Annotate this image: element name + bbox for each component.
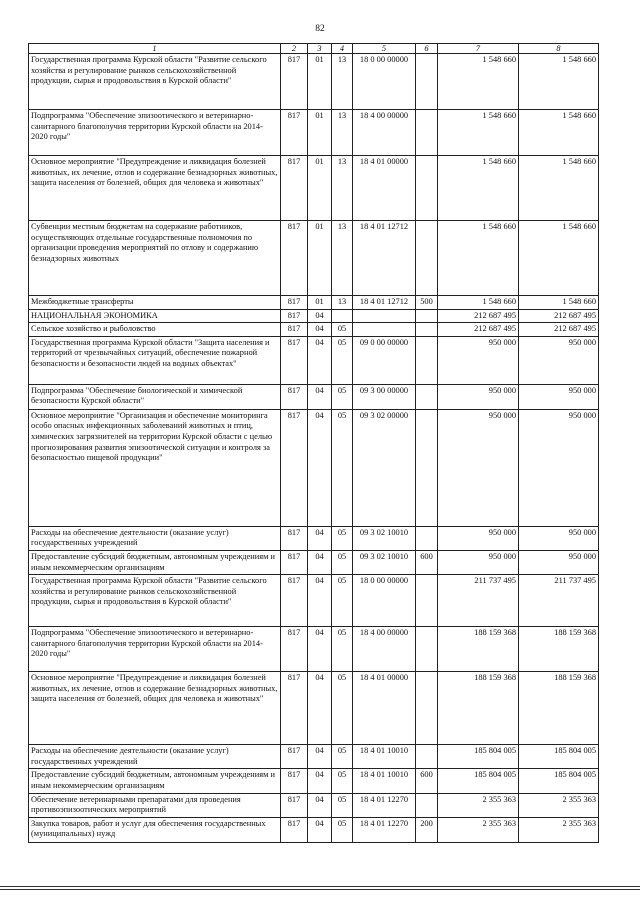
table-row [29, 384, 599, 409]
cell-vr [416, 793, 438, 817]
cell-pr: 05 [332, 526, 353, 550]
page-number: 82 [315, 24, 325, 34]
cell-rz: 04 [308, 336, 332, 384]
cell-sum-2: 1 548 660 [519, 110, 599, 156]
cell-rz: 04 [308, 309, 332, 323]
cell-name: Подпрограмма "Обеспечение эпизоотического и ветеринарно-санитарного благополучия территории Курской области на 2014-2020 годы" [29, 110, 281, 156]
cell-vr [416, 336, 438, 384]
cell-rz: 04 [308, 627, 332, 672]
budget-table [28, 43, 599, 843]
cell-pr: 05 [332, 550, 353, 574]
cell-rz: 04 [308, 384, 332, 409]
cell-vr [416, 156, 438, 221]
cell-sum-1: 1 548 660 [438, 156, 519, 221]
cell-pr: 05 [332, 745, 353, 769]
cell-sum-2: 211 737 495 [519, 575, 599, 627]
cell-pr: 05 [332, 627, 353, 672]
cell-pr: 05 [332, 769, 353, 793]
cell-csr: 18 4 01 00000 [353, 156, 416, 221]
bottom-rule [0, 889, 640, 890]
table-row [29, 575, 599, 627]
cell-rz: 01 [308, 296, 332, 310]
header-cell: 6 [416, 44, 438, 54]
cell-pr: 05 [332, 793, 353, 817]
cell-gr: 817 [281, 336, 308, 384]
table-row [29, 550, 599, 574]
cell-sum-1: 1 548 660 [438, 296, 519, 310]
cell-sum-2: 950 000 [519, 409, 599, 526]
cell-name: Основное мероприятие "Предупреждение и ликвидация болезней животных, их лечение, отлов и содержание безнадзорных животных, защита населения от болезней, общих для человека и животных" [29, 156, 281, 221]
cell-sum-2: 212 687 495 [519, 309, 599, 323]
cell-rz: 04 [308, 550, 332, 574]
table-body [29, 54, 599, 843]
cell-pr: 05 [332, 384, 353, 409]
cell-sum-1: 1 548 660 [438, 54, 519, 110]
cell-sum-1: 188 159 368 [438, 627, 519, 672]
cell-rz: 04 [308, 817, 332, 842]
table-row [29, 817, 599, 842]
cell-sum-2: 950 000 [519, 550, 599, 574]
header-cell: 2 [281, 44, 308, 54]
cell-pr: 13 [332, 156, 353, 221]
cell-pr: 05 [332, 575, 353, 627]
cell-csr: 18 4 00 00000 [353, 627, 416, 672]
table-row [29, 672, 599, 745]
table-row [29, 54, 599, 110]
cell-vr: 600 [416, 769, 438, 793]
cell-sum-1: 950 000 [438, 336, 519, 384]
cell-gr: 817 [281, 575, 308, 627]
cell-rz: 04 [308, 526, 332, 550]
cell-csr: 18 4 01 00000 [353, 672, 416, 745]
cell-csr: 09 3 00 00000 [353, 384, 416, 409]
table-row [29, 745, 599, 769]
cell-pr: 05 [332, 409, 353, 526]
cell-vr [416, 110, 438, 156]
cell-sum-1: 1 548 660 [438, 221, 519, 296]
cell-vr [416, 627, 438, 672]
cell-pr: 13 [332, 296, 353, 310]
cell-gr: 817 [281, 627, 308, 672]
header-cell: 7 [438, 44, 519, 54]
cell-gr: 817 [281, 110, 308, 156]
cell-name: Расходы на обеспечение деятельности (оказание услуг) государственных учреждений [29, 526, 281, 550]
cell-pr: 05 [332, 672, 353, 745]
cell-vr [416, 54, 438, 110]
cell-pr: 13 [332, 54, 353, 110]
cell-gr: 817 [281, 296, 308, 310]
cell-sum-1: 188 159 368 [438, 672, 519, 745]
cell-name: Расходы на обеспечение деятельности (оказание услуг) государственных учреждений [29, 745, 281, 769]
cell-gr: 817 [281, 550, 308, 574]
cell-name: Субвенции местным бюджетам на содержание работников, осуществляющих отдельные государственные полномочия по организации проведения мероприятий по отлову и содержанию безнадзорных животных [29, 221, 281, 296]
cell-name: Подпрограмма "Обеспечение эпизоотического и ветеринарно-санитарного благополучия территории Курской области на 2014-2020 годы" [29, 627, 281, 672]
cell-sum-1: 211 737 495 [438, 575, 519, 627]
cell-sum-2: 2 355 363 [519, 817, 599, 842]
cell-sum-1: 185 804 005 [438, 769, 519, 793]
cell-csr: 18 4 01 10010 [353, 769, 416, 793]
table-row [29, 627, 599, 672]
cell-vr [416, 575, 438, 627]
cell-rz: 04 [308, 745, 332, 769]
cell-gr: 817 [281, 769, 308, 793]
cell-vr [416, 672, 438, 745]
cell-csr: 18 4 01 10010 [353, 745, 416, 769]
cell-name: Сельское хозяйство и рыболовство [29, 323, 281, 337]
cell-sum-1: 950 000 [438, 384, 519, 409]
cell-sum-2: 188 159 368 [519, 627, 599, 672]
cell-csr: 18 0 00 00000 [353, 575, 416, 627]
cell-name: Государственная программа Курской области "Защита населения и территорий от чрезвычайных ситуаций, обеспечение пожарной безопасности и безопасности людей на водных объектах" [29, 336, 281, 384]
table-row [29, 296, 599, 310]
cell-csr: 18 4 00 00000 [353, 110, 416, 156]
cell-vr: 500 [416, 296, 438, 310]
cell-sum-2: 185 804 005 [519, 745, 599, 769]
cell-vr [416, 323, 438, 337]
cell-pr: 05 [332, 336, 353, 384]
cell-gr: 817 [281, 54, 308, 110]
cell-rz: 04 [308, 323, 332, 337]
table-header [29, 44, 599, 54]
cell-sum-2: 212 687 495 [519, 323, 599, 337]
cell-csr: 18 4 01 12712 [353, 221, 416, 296]
cell-sum-2: 950 000 [519, 384, 599, 409]
table-row [29, 793, 599, 817]
cell-vr [416, 384, 438, 409]
cell-sum-1: 212 687 495 [438, 323, 519, 337]
cell-sum-1: 950 000 [438, 550, 519, 574]
cell-rz: 01 [308, 54, 332, 110]
cell-gr: 817 [281, 526, 308, 550]
table-header-row [29, 44, 599, 54]
cell-rz: 04 [308, 793, 332, 817]
cell-rz: 04 [308, 409, 332, 526]
header-cell: 5 [353, 44, 416, 54]
table-row [29, 336, 599, 384]
cell-sum-1: 950 000 [438, 526, 519, 550]
cell-sum-1: 950 000 [438, 409, 519, 526]
cell-vr [416, 221, 438, 296]
cell-gr: 817 [281, 309, 308, 323]
cell-sum-1: 185 804 005 [438, 745, 519, 769]
table-row [29, 526, 599, 550]
cell-vr [416, 409, 438, 526]
cell-vr [416, 526, 438, 550]
cell-csr: 18 4 01 12712 [353, 296, 416, 310]
cell-rz: 04 [308, 672, 332, 745]
cell-sum-1: 2 355 363 [438, 793, 519, 817]
cell-csr: 09 3 02 00000 [353, 409, 416, 526]
cell-sum-2: 2 355 363 [519, 793, 599, 817]
cell-sum-2: 950 000 [519, 336, 599, 384]
cell-csr [353, 309, 416, 323]
cell-csr: 09 3 02 10010 [353, 550, 416, 574]
cell-sum-2: 1 548 660 [519, 156, 599, 221]
cell-name: Основное мероприятие "Организация и обеспечение мониторинга особо опасных инфекционных заболеваний животных и птиц, химических загрязнителей на территории Курской области с целью прогнозирования развития эпизоотической ситуации и контроля за безопасностью пищевой продукции" [29, 409, 281, 526]
cell-sum-2: 1 548 660 [519, 54, 599, 110]
cell-sum-1: 212 687 495 [438, 309, 519, 323]
cell-rz: 04 [308, 769, 332, 793]
cell-csr: 09 0 00 00000 [353, 336, 416, 384]
cell-sum-1: 1 548 660 [438, 110, 519, 156]
cell-sum-2: 1 548 660 [519, 221, 599, 296]
table-row [29, 156, 599, 221]
cell-csr: 18 4 01 12270 [353, 817, 416, 842]
cell-name: Государственная программа Курской области "Развитие сельского хозяйства и регулирование рынков сельскохозяйственной продукции, сырья и продовольствия в Курской области" [29, 575, 281, 627]
cell-name: Основное мероприятие "Предупреждение и ликвидация болезней животных, их лечение, отлов и содержание безнадзорных животных, защита населения от болезней, общих для человека и животных" [29, 672, 281, 745]
cell-name: Закупка товаров, работ и услуг для обеспечения государственных (муниципальных) нужд [29, 817, 281, 842]
header-cell: 4 [332, 44, 353, 54]
header-cell: 1 [29, 44, 281, 54]
cell-rz: 04 [308, 575, 332, 627]
cell-pr: 13 [332, 110, 353, 156]
cell-name: Подпрограмма "Обеспечение биологической и химической безопасности Курской области" [29, 384, 281, 409]
cell-gr: 817 [281, 221, 308, 296]
cell-name: НАЦИОНАЛЬНАЯ ЭКОНОМИКА [29, 309, 281, 323]
table-row [29, 409, 599, 526]
cell-rz: 01 [308, 221, 332, 296]
cell-pr: 05 [332, 817, 353, 842]
cell-csr [353, 323, 416, 337]
header-cell: 3 [308, 44, 332, 54]
cell-gr: 817 [281, 384, 308, 409]
cell-pr [332, 309, 353, 323]
cell-gr: 817 [281, 745, 308, 769]
cell-name: Предоставление субсидий бюджетным, автономным учреждениям и иным некоммерческим организациям [29, 769, 281, 793]
cell-gr: 817 [281, 817, 308, 842]
cell-sum-2: 188 159 368 [519, 672, 599, 745]
cell-gr: 817 [281, 672, 308, 745]
cell-vr [416, 745, 438, 769]
table-row [29, 221, 599, 296]
table-row [29, 323, 599, 337]
cell-sum-2: 950 000 [519, 526, 599, 550]
cell-gr: 817 [281, 156, 308, 221]
cell-rz: 01 [308, 110, 332, 156]
table-row [29, 110, 599, 156]
cell-vr: 200 [416, 817, 438, 842]
cell-pr: 05 [332, 323, 353, 337]
cell-vr [416, 309, 438, 323]
table-row [29, 769, 599, 793]
cell-sum-1: 2 355 363 [438, 817, 519, 842]
bottom-rule [0, 886, 640, 887]
cell-rz: 01 [308, 156, 332, 221]
cell-csr: 18 4 01 12270 [353, 793, 416, 817]
cell-pr: 13 [332, 221, 353, 296]
cell-name: Обеспечение ветеринарными препаратами для проведения противоэпизоотических мероприятий [29, 793, 281, 817]
cell-sum-2: 185 804 005 [519, 769, 599, 793]
cell-sum-2: 1 548 660 [519, 296, 599, 310]
cell-name: Государственная программа Курской области "Развитие сельского хозяйства и регулирование рынков сельскохозяйственной продукции, сырья и продовольствия в Курской области" [29, 54, 281, 110]
cell-gr: 817 [281, 323, 308, 337]
cell-name: Межбюджетные трансферты [29, 296, 281, 310]
cell-name: Предоставление субсидий бюджетным, автономным учреждениям и иным некоммерческим организациям [29, 550, 281, 574]
cell-gr: 817 [281, 409, 308, 526]
table-row [29, 309, 599, 323]
header-cell: 8 [519, 44, 599, 54]
cell-csr: 18 0 00 00000 [353, 54, 416, 110]
cell-vr: 600 [416, 550, 438, 574]
cell-gr: 817 [281, 793, 308, 817]
cell-csr: 09 3 02 10010 [353, 526, 416, 550]
